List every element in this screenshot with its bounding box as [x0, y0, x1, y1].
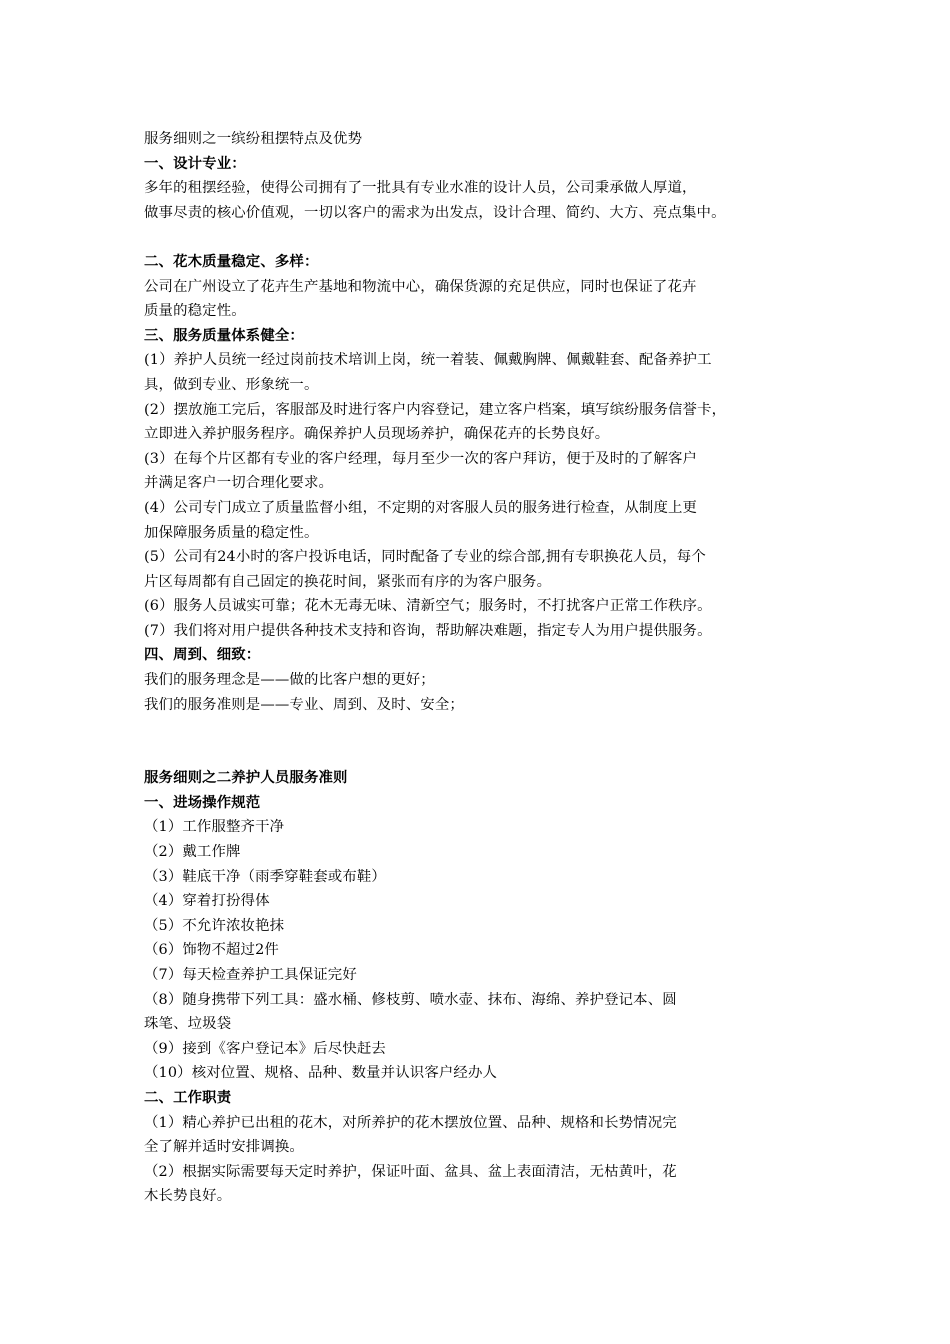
paragraph-line: (4）公司专门成立了质量监督小组，不定期的对客服人员的服务进行检查，从制度上更 — [144, 499, 698, 516]
paragraph-line: 并满足客户一切合理化要求。 — [144, 475, 334, 492]
paragraph-line: (6）服务人员诚实可靠；花木无毒无味、清新空气；服务时，不打扰客户正常工作秩序。 — [144, 598, 712, 615]
section1-title: 服务细则之一缤纷租摆特点及优势 — [144, 131, 363, 147]
section2-title: 服务细则之二养护人员服务准则 — [144, 769, 348, 787]
section1-heading-thorough: 四、周到、细致： — [144, 646, 261, 664]
paragraph-line: （2）根据实际需要每天定时养护，保证叶面、盆具、盆上表面清洁，无枯黄叶，花 — [144, 1163, 677, 1180]
list-item: （10）核对位置、规格、品种、数量并认识客户经办人 — [144, 1065, 498, 1082]
list-item: （3）鞋底干净（雨季穿鞋套或布鞋） — [144, 868, 386, 885]
paragraph-line: 我们的服务准则是——专业、周到、及时、安全； — [144, 696, 464, 713]
paragraph-line: 加保障服务质量的稳定性。 — [144, 524, 319, 541]
paragraph-line: 公司在广州设立了花卉生产基地和物流中心，确保货源的充足供应，同时也保证了花卉 — [144, 278, 697, 295]
section1-heading-service-system: 三、服务质量体系健全： — [144, 326, 304, 344]
paragraph-line: (7）我们将对用户提供各种技术支持和咨询，帮助解决难题，指定专人为用户提供服务。 — [144, 622, 712, 639]
section2-heading-duties: 二、工作职责 — [144, 1088, 232, 1106]
spacer — [144, 717, 820, 766]
list-item: （6）饰物不超过2件 — [144, 942, 279, 959]
paragraph-line: （1）精心养护已出租的花木，对所养护的花木摆放位置、品种、规格和长势情况完 — [144, 1114, 677, 1131]
paragraph-line: (2）摆放施工完后，客服部及时进行客户内容登记，建立客户档案，填写缤纷服务信誉卡， — [144, 401, 727, 418]
paragraph-line: 具，做到专业、形象统一。 — [144, 376, 319, 393]
section1-heading-design: 一、设计专业： — [144, 154, 246, 172]
list-item: （9）接到《客户登记本》后尽快赶去 — [144, 1040, 386, 1057]
document-body — [144, 127, 820, 1209]
list-item: （2）戴工作牌 — [144, 844, 241, 861]
paragraph-line: 片区每周都有自己固定的换花时间，紧张而有序的为客户服务。 — [144, 573, 552, 590]
list-item: （7）每天检查养护工具保证完好 — [144, 967, 357, 983]
spacer — [144, 225, 820, 250]
list-item: （4）穿着打扮得体 — [144, 893, 270, 910]
paragraph-line: 我们的服务理念是——做的比客户想的更好； — [144, 672, 435, 689]
paragraph-line: (5）公司有24小时的客户投诉电话，同时配备了专业的综合部,拥有专职换花人员，每个 — [144, 549, 706, 566]
paragraph-line: (1）养护人员统一经过岗前技术培训上岗，统一着装、佩戴胸牌、佩戴鞋套、配备养护工 — [144, 352, 712, 369]
paragraph-line: 立即进入养护服务程序。确保养护人员现场养护，确保花卉的长势良好。 — [144, 426, 610, 443]
list-item: 珠笔、垃圾袋 — [144, 1016, 232, 1033]
section1-heading-quality: 二、花木质量稳定、多样： — [144, 252, 319, 270]
list-item: （8）随身携带下列工具：盛水桶、修枝剪、喷水壶、抹布、海绵、养护登记本、圆 — [144, 991, 677, 1008]
section2-heading-operation: 一、进场操作规范 — [144, 793, 261, 811]
paragraph-line: (3）在每个片区都有专业的客户经理，每月至少一次的客户拜访，便于及时的了解客户 — [144, 450, 698, 467]
paragraph-line: 全了解并适时安排调换。 — [144, 1139, 304, 1156]
paragraph-line: 多年的租摆经验，使得公司拥有了一批具有专业水准的设计人员，公司秉承做人厚道， — [144, 180, 697, 197]
paragraph-line: 木长势良好。 — [144, 1188, 232, 1205]
list-item: （5）不允许浓妆艳抹 — [144, 917, 285, 934]
paragraph-line: 做事尽责的核心价值观，一切以客户的需求为出发点，设计合理、简约、大方、亮点集中。 — [144, 204, 726, 221]
paragraph-line: 质量的稳定性。 — [144, 303, 246, 320]
list-item: （1）工作服整齐干净 — [144, 819, 285, 836]
